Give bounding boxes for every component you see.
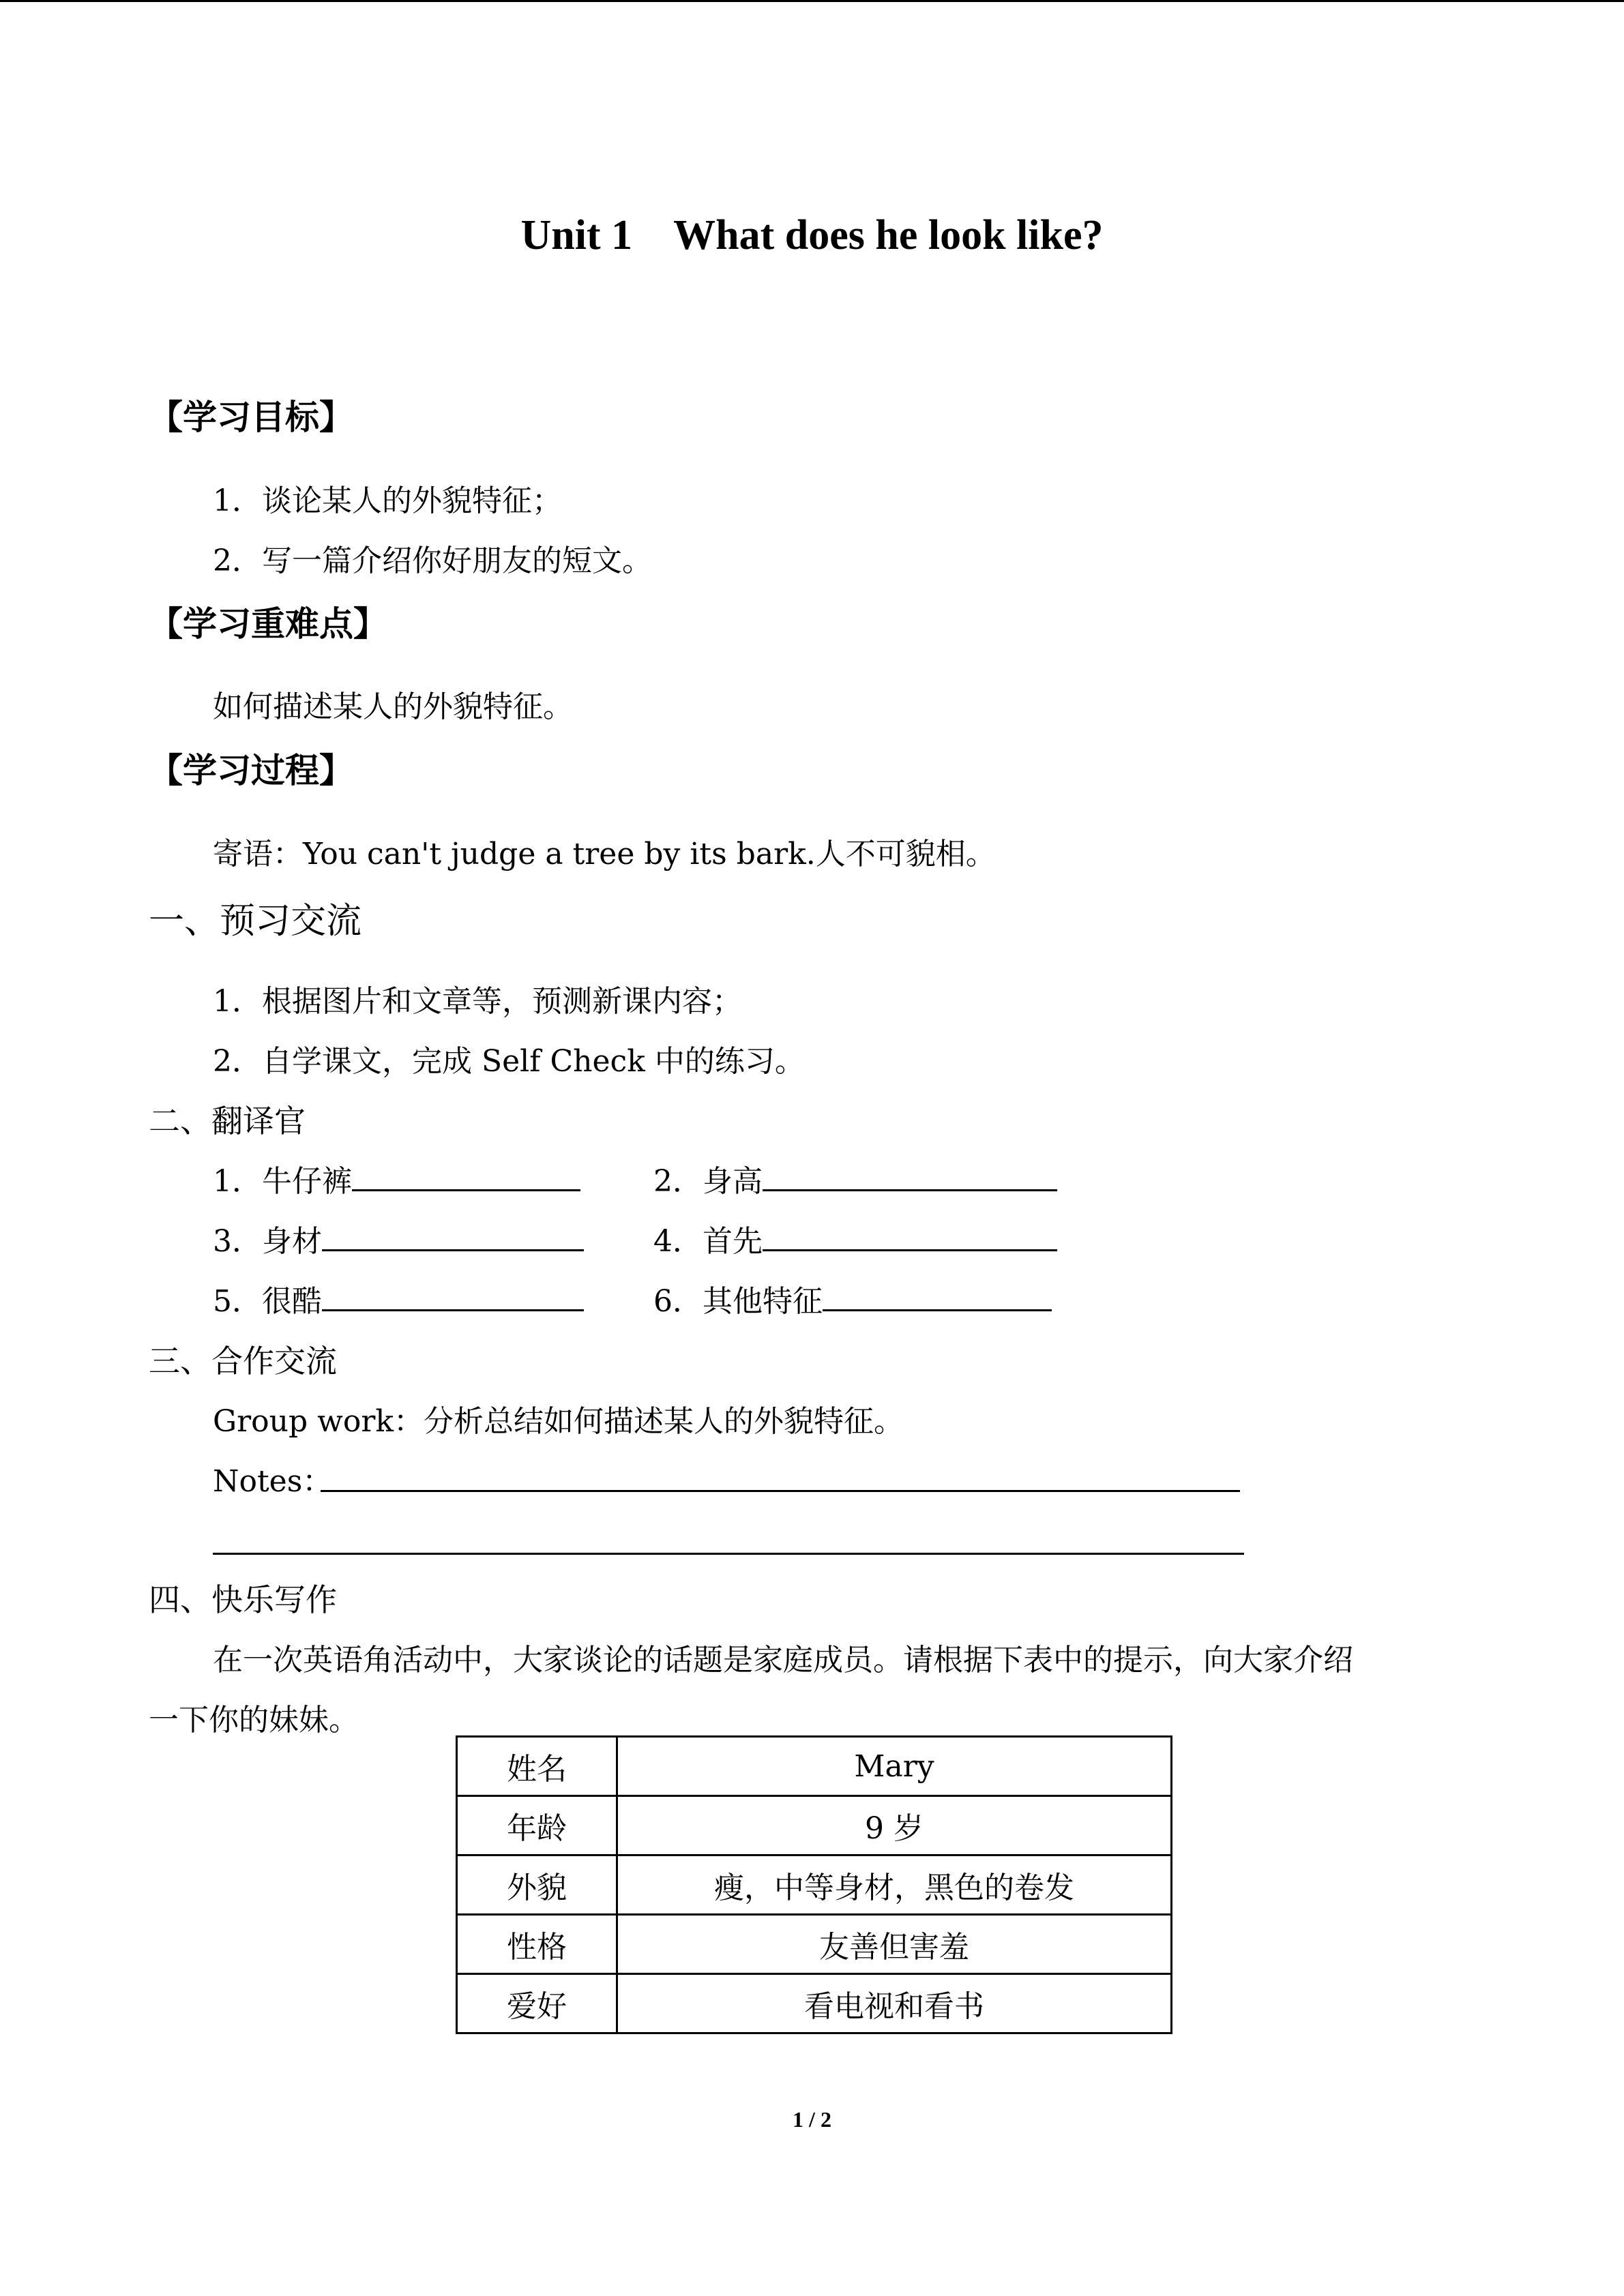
- goals-heading: 【学习目标】: [149, 398, 353, 437]
- group-work-task: Group work：分析总结如何描述某人的外貌特征。: [213, 1404, 904, 1439]
- page-title: [0, 211, 1624, 260]
- process-heading: 【学习过程】: [149, 751, 353, 790]
- translate-item-3-label: 3．身材: [213, 1224, 322, 1259]
- key-points-text: 如何描述某人的外貌特征。: [213, 689, 573, 724]
- table-row: [457, 1737, 1172, 1796]
- table-row: [457, 1796, 1172, 1855]
- translate-item-5: [213, 1277, 584, 1320]
- goal-item-1: 1．谈论某人的外貌特征；: [213, 483, 562, 518]
- table-row: [457, 1915, 1172, 1974]
- translate-item-4: [653, 1217, 1057, 1260]
- table-label: 年龄: [457, 1796, 617, 1855]
- translate-item-1-label: 1．牛仔裤: [213, 1164, 352, 1199]
- table-value: 9 岁: [617, 1796, 1172, 1855]
- notes-label: Notes：: [213, 1464, 333, 1499]
- title-unit: Unit 1: [520, 212, 633, 258]
- cooperate-heading: 三、合作交流: [149, 1343, 337, 1380]
- preview-item-1: 1．根据图片和文章等，预测新课内容；: [213, 984, 742, 1019]
- table-value: 瘦，中等身材，黑色的卷发: [617, 1855, 1172, 1915]
- top-border-line: [0, 0, 1624, 2]
- table-label: 爱好: [457, 1974, 617, 2033]
- answer-blank[interactable]: [352, 1159, 580, 1191]
- writing-prompt-line-1: 在一次英语角活动中，大家谈论的话题是家庭成员。请根据下表中的提示，向大家介绍: [213, 1643, 1353, 1678]
- table-row: [457, 1974, 1172, 2033]
- table-value: Mary: [617, 1737, 1172, 1796]
- answer-blank[interactable]: [322, 1219, 584, 1251]
- notes-line-1[interactable]: [321, 1490, 1240, 1492]
- translate-item-6-label: 6．其他特征: [653, 1284, 823, 1319]
- translate-item-2: [653, 1157, 1057, 1200]
- table-value: 看电视和看书: [617, 1974, 1172, 2033]
- goal-item-2: 2．写一篇介绍你好朋友的短文。: [213, 543, 652, 578]
- translate-item-3: [213, 1217, 584, 1260]
- notes-line-2[interactable]: [213, 1553, 1244, 1555]
- sister-info-table: [456, 1735, 1172, 2034]
- key-points-heading: 【学习重难点】: [149, 604, 387, 644]
- translate-item-2-label: 2．身高: [653, 1164, 763, 1199]
- answer-blank[interactable]: [322, 1279, 584, 1311]
- table-label: 性格: [457, 1915, 617, 1974]
- table-label: 外貌: [457, 1855, 617, 1915]
- page-number: 1 / 2: [793, 2107, 831, 2132]
- translate-item-1: [213, 1157, 580, 1200]
- table-value: 友善但害羞: [617, 1915, 1172, 1974]
- table-row: [457, 1855, 1172, 1915]
- writing-prompt-line-2: 一下你的妹妹。: [149, 1703, 359, 1738]
- translate-item-5-label: 5．很酷: [213, 1284, 322, 1319]
- writing-heading: 四、快乐写作: [149, 1581, 337, 1618]
- translate-heading: 二、翻译官: [149, 1103, 306, 1139]
- answer-blank[interactable]: [823, 1279, 1052, 1311]
- translate-item-4-label: 4．首先: [653, 1224, 763, 1259]
- table-label: 姓名: [457, 1737, 617, 1796]
- preview-heading: 一、预习交流: [149, 901, 362, 942]
- motto-text: 寄语：You can't judge a tree by its bark.人不可貌相。: [213, 837, 996, 871]
- answer-blank[interactable]: [763, 1159, 1057, 1191]
- title-question: What does he look like?: [673, 212, 1104, 258]
- translate-item-6: [653, 1277, 1052, 1320]
- preview-item-2: 2．自学课文，完成 Self Check 中的练习。: [213, 1044, 805, 1079]
- answer-blank[interactable]: [763, 1219, 1057, 1251]
